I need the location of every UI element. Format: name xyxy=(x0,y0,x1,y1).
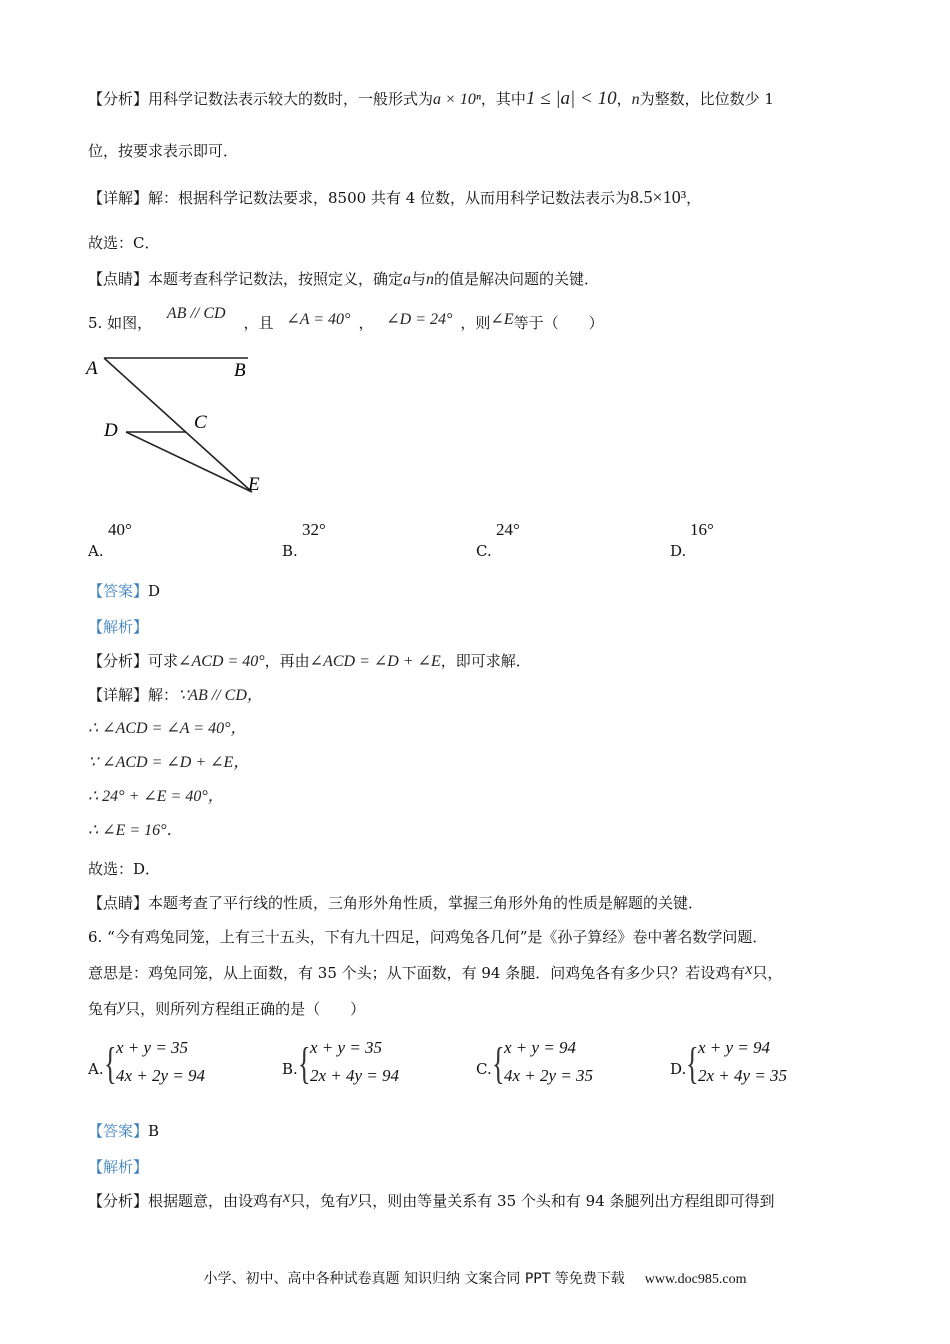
q6-stem-2: 意思是：鸡兔同笼，从上面数，有 35 个头；从下面数，有 94 条腿．问鸡兔各有多少只？若设鸡有x只， xyxy=(88,961,783,982)
q5-comment: 【点睛】本题考查了平行线的性质，三角形外角性质，掌握三角形外角的性质是解题的关键． xyxy=(88,894,704,912)
label-e: E xyxy=(248,474,260,495)
label-d: D xyxy=(104,420,118,441)
brace-icon: { xyxy=(104,1039,117,1088)
q5-choice: 故选：D． xyxy=(88,860,161,878)
label-a: A xyxy=(86,358,98,379)
q6-option-b[interactable]: B. { x + y = 35 2x + 4y = 94 xyxy=(282,1038,400,1088)
q6-option-d[interactable]: D. { x + y = 94 2x + 4y = 35 xyxy=(670,1038,788,1088)
q6-answer: 【答案】B xyxy=(88,1122,160,1140)
label-c: C xyxy=(194,412,207,433)
document-page: 【分析】用科学记数法表示较大的数时，一般形式为a × 10ⁿ，其中1 ≤ |a| < 10，n为整数，比位数少 1 位，按要求表示即可． 【详解】解：根据科学记数法要求，8500 共有 4 位数，从而用科学记数法表示为8.5×10³， 故选：C． 【点睛】本题考查科学记数法，按照定义，确定a与n的值是解决问题的关键． 5. 如图， AB // CD，且 ∠A = 40° ， ∠D = 24° ，则∠E等于（ ） A B C D E A. 40° B. 32° C. 24° D. 16° 【答案】D 【解析】 【分析】可求∠ACD = 40°，再由∠ACD = ∠D + ∠E，即可求解． 【详解】解：∵AB // CD， ∴ ∠ACD = ∠A = 40°， ∵ ∠ACD = ∠D + ∠E， ∴ 24° + ∠E = 40°， ∴ ∠E = 16°． 故选：D． 【点睛】本题考查了平行线的性质，三角形外角性质，掌握三角形外角的性质是解题的关键． 6. “今有鸡兔同笼，上有三十五头，下有九十四足，问鸡兔各几何”是《孙子算经》卷中著名数学问题． 意思是：鸡兔同笼，从上面数，有 35 个头；从下面数，有 94 条腿．问鸡兔各有多少只？若设鸡有x只， 兔有y只，则所列方程组正确的是（ ） A. { x + y = 35 4x + 2y = 94 B. { x + y = 35 2x + 4y = 94 C. { x + y = 94 4x + 2y = 35 D. { x + y = 94 2x + 4y = 35 【答案】B 【解析】 【分析】根据题意，由设鸡有x只，兔有y只，则由等量关系有 35 个头和有 94 条腿列出方程组即可得到 小学、初中、高中各种试卷真题 知识归纳 文案合同 PPT 等免费下载 www.doc985.com xyxy=(0,0,950,1344)
geometry-figure xyxy=(80,350,300,510)
label-b: B xyxy=(234,360,246,381)
q4-choice: 故选：C． xyxy=(88,234,160,252)
q5-solution-tag: 【解析】 xyxy=(88,618,149,636)
q5-stem: 5. 如图， AB // CD，且 ∠A = 40° ， ∠D = 24° ，则∠E等于（ ） xyxy=(88,305,604,332)
q4-detail: 【详解】解：根据科学记数法要求，8500 共有 4 位数，从而用科学记数法表示为8.5×10³， xyxy=(88,187,702,207)
footer-link[interactable]: www.doc985.com xyxy=(644,1272,747,1287)
page-footer: 小学、初中、高中各种试卷真题 知识归纳 文案合同 PPT 等免费下载 www.doc985.com xyxy=(203,1271,747,1287)
q6-stem-3: 兔有y只，则所列方程组正确的是（ ） xyxy=(88,997,366,1018)
q6-option-a[interactable]: A. { x + y = 35 4x + 2y = 94 xyxy=(88,1038,206,1088)
q5-detail: 【详解】解：∵AB // CD， xyxy=(88,686,263,704)
q4-analysis-cont: 位，按要求表示即可． xyxy=(88,142,239,160)
q5-step-2: ∴ ∠ACD = ∠A = 40°， xyxy=(88,720,247,737)
q4-analysis: 【分析】用科学记数法表示较大的数时，一般形式为a × 10ⁿ，其中1 ≤ |a| < 10，n为整数，比位数少 1 xyxy=(88,88,774,109)
q5-step-5: ∴ ∠E = 16°． xyxy=(88,822,183,839)
segment-de xyxy=(126,432,252,492)
q5-step-3: ∵ ∠ACD = ∠D + ∠E， xyxy=(88,754,250,771)
analysis-tag: 【分析】 xyxy=(88,90,149,108)
brace-icon: { xyxy=(492,1039,505,1088)
q6-stem-1: 6. “今有鸡兔同笼，上有三十五头，下有九十四足，问鸡兔各几何”是《孙子算经》卷中著名数学问题． xyxy=(88,928,768,946)
q6-analysis: 【分析】根据题意，由设鸡有x只，兔有y只，则由等量关系有 35 个头和有 94 条腿列出方程组即可得到 xyxy=(88,1189,775,1210)
q5-analysis: 【分析】可求∠ACD = 40°，再由∠ACD = ∠D + ∠E，即可求解． xyxy=(88,652,531,670)
q6-option-c[interactable]: C. { x + y = 94 4x + 2y = 35 xyxy=(476,1038,594,1088)
segment-ae xyxy=(104,358,252,492)
brace-icon: { xyxy=(686,1039,699,1088)
q4-comment: 【点睛】本题考查科学记数法，按照定义，确定a与n的值是解决问题的关键． xyxy=(88,270,600,288)
brace-icon: { xyxy=(298,1039,311,1088)
q6-solution-tag: 【解析】 xyxy=(88,1158,149,1176)
q5-answer: 【答案】D xyxy=(88,582,161,600)
q5-step-4: ∴ 24° + ∠E = 40°， xyxy=(88,788,224,805)
